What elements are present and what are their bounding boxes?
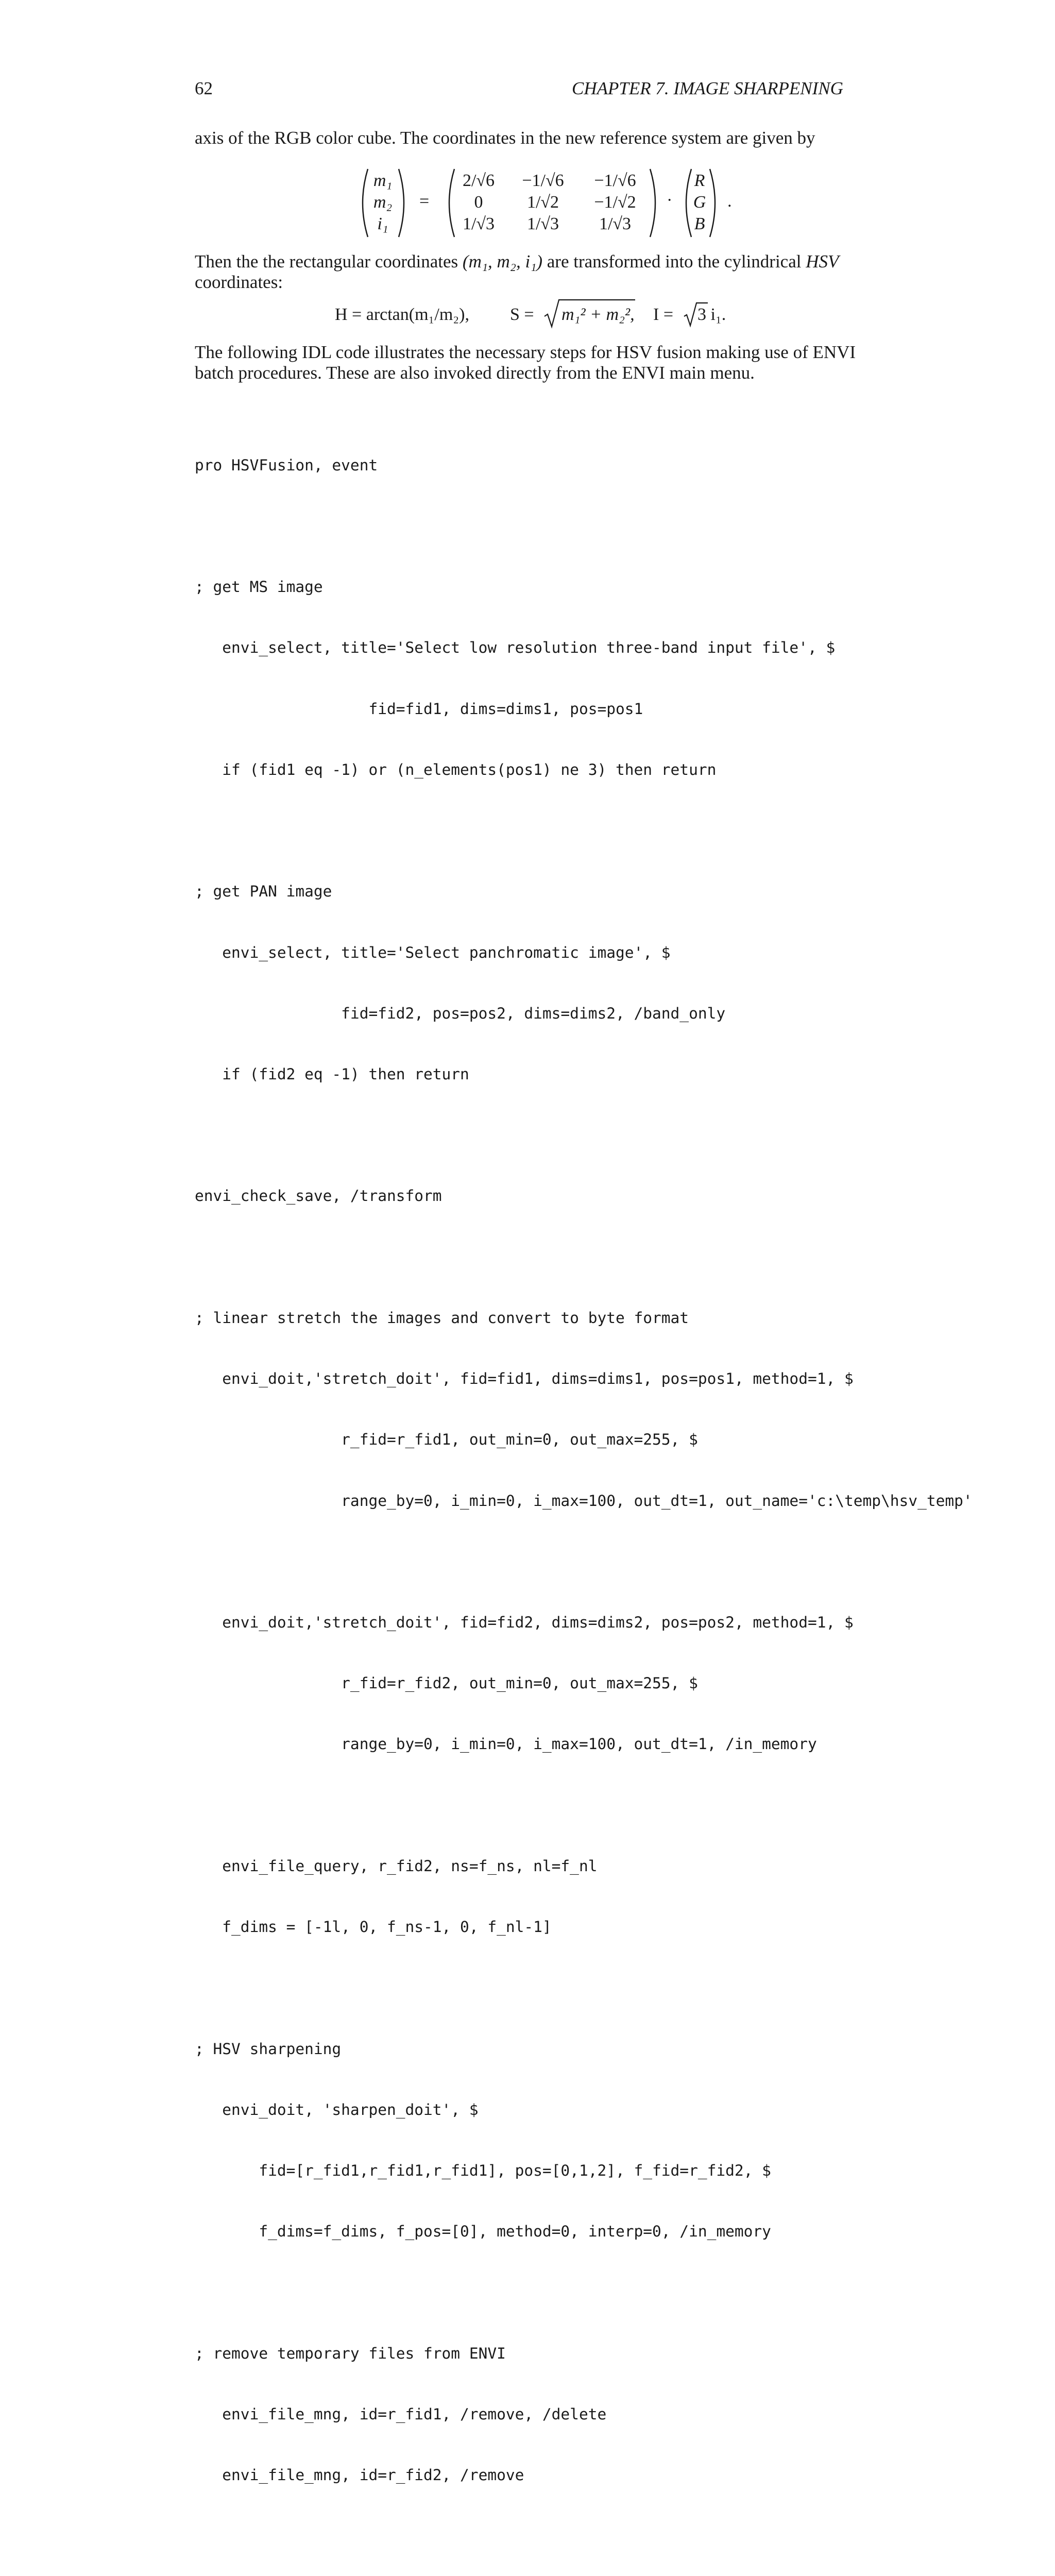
coordinate-tuple: (m₁, m₂, i₁) — [462, 251, 543, 272]
code-line: f_dims = [-1l, 0, f_ns-1, 0, f_nl-1] — [195, 1918, 552, 1936]
code-line: envi_check_save, /transform — [195, 1187, 442, 1205]
code-line — [195, 516, 973, 536]
running-header-chapter-title: CHAPTER 7. IMAGE SHARPENING — [572, 78, 843, 98]
idl-code-listing — [195, 415, 973, 2576]
saturation-lhs: S = — [510, 305, 534, 324]
code-line: r_fid=r_fid1, out_min=0, out_max=255, $ — [195, 1431, 698, 1449]
page-number: 62 — [195, 78, 213, 98]
intensity-rhs: 3 i₁. — [697, 305, 726, 324]
lhs-m2: m₂ — [373, 193, 393, 212]
paragraph-text: Then the the rectangular coordinates — [195, 251, 458, 272]
intensity-lhs: I = — [653, 305, 673, 324]
right-paren-matrix — [648, 168, 662, 238]
matrix-equation — [355, 168, 731, 238]
code-line: envi_select, title='Select panchromatic image', $ — [195, 943, 671, 961]
code-line: fid=[r_fid1,r_fid1,r_fid1], pos=[0,1,2], f_fid=r_fid2, $ — [195, 2161, 771, 2179]
equals-sign: = — [419, 192, 430, 211]
code-line: envi_file_query, r_fid2, ns=f_ns, nl=f_nl — [195, 1857, 598, 1875]
code-line: ; remove temporary files from ENVI — [195, 2344, 506, 2362]
matrix-cell: 0 — [474, 193, 483, 212]
code-line — [195, 1795, 973, 1816]
rhs-B: B — [694, 214, 705, 233]
equation-period: . — [727, 192, 732, 211]
right-paren-rhs — [708, 168, 722, 238]
code-line: range_by=0, i_min=0, i_max=100, out_dt=1, out_name='c:\temp\hsv_temp' — [195, 1492, 973, 1510]
code-line: envi_doit,'stretch_doit', fid=fid2, dims=dims2, pos=pos2, method=1, $ — [195, 1613, 854, 1631]
code-line: envi_select, title='Select low resolution three-band input file', $ — [195, 639, 836, 657]
matrix-column-1 — [450, 170, 507, 235]
code-line: envi_file_mng, id=r_fid1, /remove, /delete — [195, 2405, 607, 2423]
code-line: range_by=0, i_min=0, i_max=100, out_dt=1, /in_memory — [195, 1735, 817, 1753]
hsv-equation — [335, 302, 747, 329]
code-line: envi_file_mng, id=r_fid2, /remove — [195, 2466, 524, 2484]
dot-operator: · — [667, 191, 673, 210]
code-line: r_fid=r_fid2, out_min=0, out_max=255, $ — [195, 1674, 698, 1692]
matrix-cell: 2/√6 — [462, 171, 495, 190]
code-line: f_dims=f_dims, f_pos=[0], method=0, interp=0, /in_memory — [195, 2223, 771, 2241]
rhs-R: R — [694, 171, 705, 190]
matrix-cell: 1/√3 — [462, 214, 495, 233]
paragraph-idl-intro: The following IDL code illustrates the necessary steps for HSV fusion making use of ENVI batch procedures. These are also invoked directly from the ENVI main menu. — [195, 342, 856, 383]
code-line: ; linear stretch the images and convert to byte format — [195, 1309, 689, 1327]
matrix-column-2 — [507, 170, 579, 235]
code-line: pro HSVFusion, event — [195, 456, 378, 474]
paragraph-text: are transformed into the cylindrical — [547, 251, 802, 272]
matrix-cell: 1/√3 — [599, 214, 632, 233]
matrix-cell: 1/√2 — [526, 193, 559, 212]
matrix-cell: −1/√2 — [594, 193, 636, 212]
right-paren-lhs — [397, 168, 411, 238]
hsv-term: HSV — [806, 251, 839, 272]
hue-equation: H = arctan(m₁/m₂), — [335, 305, 469, 324]
code-line: ; HSV sharpening — [195, 2040, 342, 2058]
code-line: ; get MS image — [195, 578, 323, 596]
code-line: if (fid1 eq -1) or (n_elements(pos1) ne 3) then return — [195, 760, 717, 778]
code-line: fid=fid1, dims=dims1, pos=pos1 — [195, 700, 643, 718]
code-line: if (fid2 eq -1) then return — [195, 1065, 469, 1083]
saturation-radicand: m₁² + m₂², — [561, 305, 635, 324]
code-line — [195, 2526, 973, 2546]
matrix-column-3 — [579, 170, 651, 235]
code-line — [195, 2282, 973, 2302]
lhs-vector — [367, 170, 399, 235]
code-line: envi_doit,'stretch_doit', fid=fid1, dims=dims1, pos=pos1, method=1, $ — [195, 1370, 854, 1388]
code-line — [195, 1247, 973, 1267]
lhs-m1: m₁ — [373, 171, 393, 190]
matrix-cell: 1/√3 — [526, 214, 559, 233]
paragraph-text: coordinates: — [195, 272, 283, 292]
code-line — [195, 1978, 973, 1998]
paragraph-transform — [195, 251, 870, 293]
lhs-i1: i₁ — [377, 214, 388, 233]
code-line: ; get PAN image — [195, 883, 332, 901]
code-line — [195, 821, 973, 841]
code-line — [195, 1125, 973, 1145]
code-line: envi_doit, 'sharpen_doit', $ — [195, 2100, 479, 2119]
paragraph-intro: axis of the RGB color cube. The coordinates in the new reference system are given by — [195, 128, 815, 148]
rhs-G: G — [693, 193, 706, 212]
code-line: fid=fid2, pos=pos2, dims=dims2, /band_only — [195, 1004, 726, 1022]
code-line — [195, 1552, 973, 1572]
matrix-cell: −1/√6 — [594, 171, 636, 190]
matrix-cell: −1/√6 — [522, 171, 564, 190]
